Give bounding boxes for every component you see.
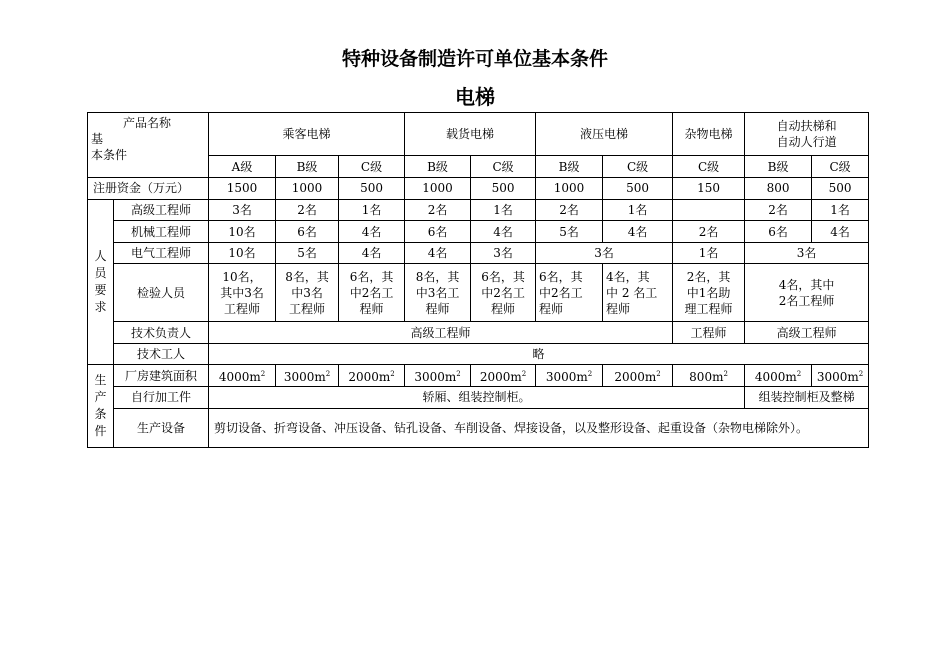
grade-header: B级 — [405, 156, 471, 178]
capital-value: 1500 — [209, 177, 276, 199]
grade-header: C级 — [812, 156, 869, 178]
inspector-value: 8名，其 中3名 工程师 — [276, 264, 339, 322]
inspector-value: 6名，其 中2名工 程师 — [339, 264, 405, 322]
corner-header-cell — [88, 113, 209, 178]
product-header: 液压电梯 — [536, 113, 673, 156]
mechanical-engineer-value: 6名 — [276, 221, 339, 243]
tech-workers-label: 技术工人 — [114, 343, 209, 365]
inspector-value: 10名， 其中3名 工程师 — [209, 264, 276, 322]
senior-engineer-value — [673, 199, 745, 221]
electrical-engineer-label: 电气工程师 — [114, 242, 209, 264]
inspector-value: 6名，其 中2名工 程师 — [536, 264, 603, 322]
product-header: 杂物电梯 — [673, 113, 745, 156]
grade-header: B级 — [745, 156, 812, 178]
mechanical-engineer-value: 6名 — [405, 221, 471, 243]
inspector-value: 4名，其中 2名工程师 — [745, 264, 869, 322]
capital-value: 150 — [673, 177, 745, 199]
capital-value: 800 — [745, 177, 812, 199]
document-subtitle: 电梯 — [455, 85, 495, 109]
inspector-label: 检验人员 — [114, 264, 209, 322]
senior-engineer-value: 1名 — [603, 199, 673, 221]
mechanical-engineer-value: 4名 — [812, 221, 869, 243]
product-header: 乘客电梯 — [209, 113, 405, 156]
capital-value: 500 — [471, 177, 536, 199]
grade-header: C级 — [603, 156, 673, 178]
senior-engineer-value: 3名 — [209, 199, 276, 221]
floor-area-value: $4000m^2$ — [745, 365, 812, 387]
capital-value: 500 — [339, 177, 405, 199]
mechanical-engineer-value: 10名 — [209, 221, 276, 243]
equipment-value: 剪切设备、折弯设备、冲压设备、钻孔设备、车削设备、焊接设备，以及整形设备、起重设备（杂物电梯除外）。 — [209, 408, 869, 447]
capital-value: 1000 — [405, 177, 471, 199]
floor-area-value: $3000m^2$ — [812, 365, 869, 387]
mechanical-engineer-value: 6名 — [745, 221, 812, 243]
floor-area-label: 厂房建筑面积 — [114, 365, 209, 387]
capital-value: 500 — [812, 177, 869, 199]
tech-lead-value: 高级工程师 — [209, 322, 673, 344]
senior-engineer-value: 2名 — [745, 199, 812, 221]
floor-area-value: $3000m^2$ — [536, 365, 603, 387]
mechanical-engineer-value: 4名 — [603, 221, 673, 243]
inspector-value: 4名，其 中 2 名工 程师 — [603, 264, 673, 322]
senior-engineer-label: 高级工程师 — [114, 199, 209, 221]
table-row — [88, 221, 869, 243]
grade-header: C级 — [471, 156, 536, 178]
capital-value: 1000 — [276, 177, 339, 199]
self-processing-value: 轿厢、组装控制柜。 — [209, 387, 745, 409]
floor-area-value: $4000m^2$ — [209, 365, 276, 387]
floor-area-value: $3000m^2$ — [276, 365, 339, 387]
grade-header: A级 — [209, 156, 276, 178]
mechanical-engineer-value: 4名 — [339, 221, 405, 243]
tech-lead-label: 技术负责人 — [114, 322, 209, 344]
senior-engineer-value: 1名 — [339, 199, 405, 221]
table-row — [88, 408, 869, 447]
electrical-engineer-value: 3名 — [745, 242, 869, 264]
electrical-engineer-value: 1名 — [673, 242, 745, 264]
floor-area-value: $2000m^2$ — [471, 365, 536, 387]
corner-product-label: 产品名称 — [123, 116, 172, 130]
electrical-engineer-value: 4名 — [339, 242, 405, 264]
senior-engineer-value: 1名 — [812, 199, 869, 221]
table-row — [88, 264, 869, 322]
electrical-engineer-value: 5名 — [276, 242, 339, 264]
tech-workers-value: 略 — [209, 343, 869, 365]
floor-area-value: $3000m^2$ — [405, 365, 471, 387]
table-row — [88, 113, 869, 156]
mechanical-engineer-value: 4名 — [471, 221, 536, 243]
production-group-label: 生 产 条 件 — [88, 365, 114, 448]
grade-header: C级 — [673, 156, 745, 178]
tech-lead-value: 高级工程师 — [745, 322, 869, 344]
senior-engineer-value: 2名 — [536, 199, 603, 221]
personnel-group-label: 人 员 要 求 — [88, 199, 114, 365]
mechanical-engineer-label: 机械工程师 — [114, 221, 209, 243]
inspector-value: 2名，其 中1名助 理工程师 — [673, 264, 745, 322]
electrical-engineer-value: 10名 — [209, 242, 276, 264]
senior-engineer-value: 2名 — [405, 199, 471, 221]
electrical-engineer-value: 4名 — [405, 242, 471, 264]
tech-lead-value: 工程师 — [673, 322, 745, 344]
product-header: 载货电梯 — [405, 113, 536, 156]
capital-value: 1000 — [536, 177, 603, 199]
self-processing-label: 自行加工件 — [114, 387, 209, 409]
self-processing-value: 组装控制柜及整梯 — [745, 387, 869, 409]
senior-engineer-value: 2名 — [276, 199, 339, 221]
table-row — [88, 242, 869, 264]
grade-header: B级 — [276, 156, 339, 178]
requirements-table — [87, 112, 869, 448]
table-row — [88, 365, 869, 387]
table-row — [88, 387, 869, 409]
capital-value: 500 — [603, 177, 673, 199]
product-header: 自动扶梯和 自动人行道 — [745, 113, 869, 156]
floor-area-value: $2000m^2$ — [339, 365, 405, 387]
table-row — [88, 343, 869, 365]
electrical-engineer-value: 3名 — [471, 242, 536, 264]
table-row — [88, 199, 869, 221]
corner-basic-label: 基 — [91, 132, 104, 146]
inspector-value: 8名，其 中3名工 程师 — [405, 264, 471, 322]
electrical-engineer-value: 3名 — [536, 242, 673, 264]
document-title: 特种设备制造许可单位基本条件 — [341, 48, 608, 70]
capital-label: 注册资金（万元） — [88, 177, 209, 199]
corner-conditions-label: 本条件 — [91, 148, 128, 162]
floor-area-value: $2000m^2$ — [603, 365, 673, 387]
inspector-value: 6名，其 中2名工 程师 — [471, 264, 536, 322]
senior-engineer-value: 1名 — [471, 199, 536, 221]
table-row — [88, 177, 869, 199]
grade-header: B级 — [536, 156, 603, 178]
mechanical-engineer-value: 2名 — [673, 221, 745, 243]
grade-header: C级 — [339, 156, 405, 178]
floor-area-value: $800m^2$ — [673, 365, 745, 387]
equipment-label: 生产设备 — [114, 408, 209, 447]
mechanical-engineer-value: 5名 — [536, 221, 603, 243]
table-row — [88, 322, 869, 344]
